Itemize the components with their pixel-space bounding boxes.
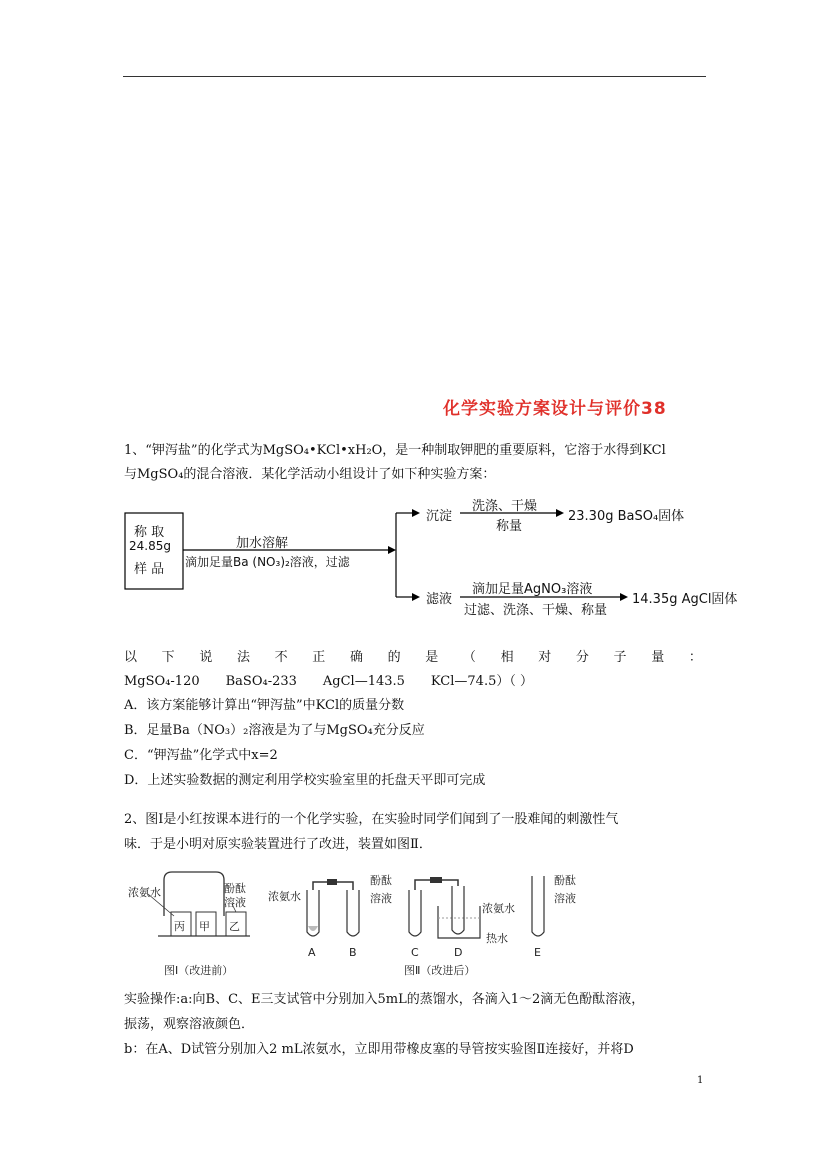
- stem-char: 相: [500, 650, 514, 665]
- stem-char: 不: [274, 650, 288, 665]
- stem-char: 确: [349, 650, 363, 665]
- branch2-bottom: 过滤、洗涤、干燥、称量: [464, 603, 608, 618]
- step1-top: 加水溶解: [236, 536, 289, 551]
- q2-op-a-line-2: 振荡，观察溶液颜色．: [124, 1017, 255, 1032]
- stem-char: 量: [651, 650, 665, 665]
- stem-char: 以: [124, 650, 138, 665]
- branch1-bottom: 称量: [496, 519, 523, 534]
- q1-option-a: A．该方案能够计算出“钾泻盐”中KCl的质量分数: [124, 698, 405, 713]
- stem-char: 是: [425, 650, 439, 665]
- q2-line-1: 2、图Ⅰ是小红按课本进行的一个化学实验，在实验时同学们闻到了一股难闻的刺激性气: [124, 812, 619, 827]
- q1-stem: [124, 648, 702, 668]
- tube-label-c: C: [411, 946, 419, 959]
- sample-line-3: 样 品: [134, 562, 165, 577]
- branch2-label: 滤液: [426, 592, 453, 607]
- stem-char: 对: [538, 650, 552, 665]
- q1-flowchart: [120, 495, 740, 625]
- header-rule: [123, 76, 706, 77]
- q1-line-1: 1、“钾泻盐”的化学式为MgSO₄•KCl•xH₂O，是一种制取钾肥的重要原料，它溶于水得到KCl: [124, 443, 666, 458]
- fig2-caption: 图Ⅱ（改进后）: [404, 964, 476, 977]
- fig2-phenol-label-1: 酚酞: [370, 874, 392, 887]
- fig2-phenol-label-2: 溶液: [370, 892, 392, 905]
- stem-char: 法: [236, 650, 250, 665]
- q2-op-b-line-1: b：在A、D试管分别加入2 mL浓氨水，立即用带橡皮塞的导管按实验图Ⅱ连接好，并将D: [124, 1042, 634, 1057]
- page-title: 化学实验方案设计与评价38: [443, 399, 667, 419]
- fig2-ammonia-label: 浓氨水: [268, 890, 301, 903]
- branch2-top: 滴加足量AgNO₃溶液: [472, 582, 593, 597]
- result1: 23.30g BaSO₄固体: [568, 509, 685, 524]
- beaker-jia: 甲: [199, 920, 210, 933]
- fig1-caption: 图Ⅰ（改进前）: [164, 964, 234, 977]
- sample-line-2: 24.85g: [129, 539, 171, 553]
- fig1-ammonia-label: 浓氨水: [128, 886, 161, 899]
- result2: 14.35g AgCl固体: [632, 592, 738, 607]
- branch1-label: 沉淀: [426, 509, 453, 524]
- beaker-bing: 丙: [174, 920, 185, 933]
- beaker-yi: 乙: [229, 920, 240, 933]
- fig2-phenol-e-label-1: 酚酞: [554, 874, 576, 887]
- q1-option-c: C．“钾泻盐”化学式中x=2: [124, 748, 278, 763]
- stem-char: 说: [199, 650, 213, 665]
- stem-char: ：: [688, 650, 702, 665]
- branch1-top: 洗涤、干燥: [472, 499, 538, 514]
- fig2-ammonia-d-label: 浓氨水: [482, 902, 515, 915]
- sample-line-1: 称 取: [134, 525, 165, 540]
- fig1-phenol-label-1: 酚酞: [224, 882, 246, 895]
- fig2-hot-water-label: 热水: [486, 932, 508, 945]
- stem-char: 分: [575, 650, 589, 665]
- fig2-phenol-e-label-2: 溶液: [554, 892, 576, 905]
- q1-masses: MgSO₄-120 BaSO₄-233 AgCl—143.5 KCl—74.5）（ ）: [124, 674, 533, 689]
- q1-option-b: B．足量Ba（NO₃）₂溶液是为了与MgSO₄充分反应: [124, 723, 425, 738]
- tube-label-d: D: [454, 946, 463, 959]
- stem-char: （: [462, 650, 476, 665]
- q1-line-2: 与MgSO₄的混合溶液．某化学活动小组设计了如下种实验方案：: [124, 467, 496, 482]
- stem-char: 下: [161, 650, 175, 665]
- page-number: 1: [697, 1075, 704, 1086]
- tube-label-e: E: [534, 946, 541, 959]
- q2-line-2: 味．于是小明对原实验装置进行了改进，装置如图Ⅱ．: [124, 837, 432, 852]
- tube-label-b: B: [349, 946, 357, 959]
- q2-figure: [124, 866, 624, 981]
- q2-op-a-line-1: 实验操作:a:向B、C、E三支试管中分别加入5mL的蒸馏水，各滴入1～2滴无色酚酞溶液，: [124, 992, 645, 1007]
- tube-label-a: A: [308, 946, 316, 959]
- stem-char: 的: [387, 650, 401, 665]
- stem-char: 子: [613, 650, 627, 665]
- fig1-phenol-label-2: 溶液: [224, 896, 246, 909]
- q1-option-d: D．上述实验数据的测定利用学校实验室里的托盘天平即可完成: [124, 773, 486, 788]
- stem-char: 正: [312, 650, 326, 665]
- step1-bottom: 滴加足量Ba (NO₃)₂溶液，过滤: [185, 555, 350, 569]
